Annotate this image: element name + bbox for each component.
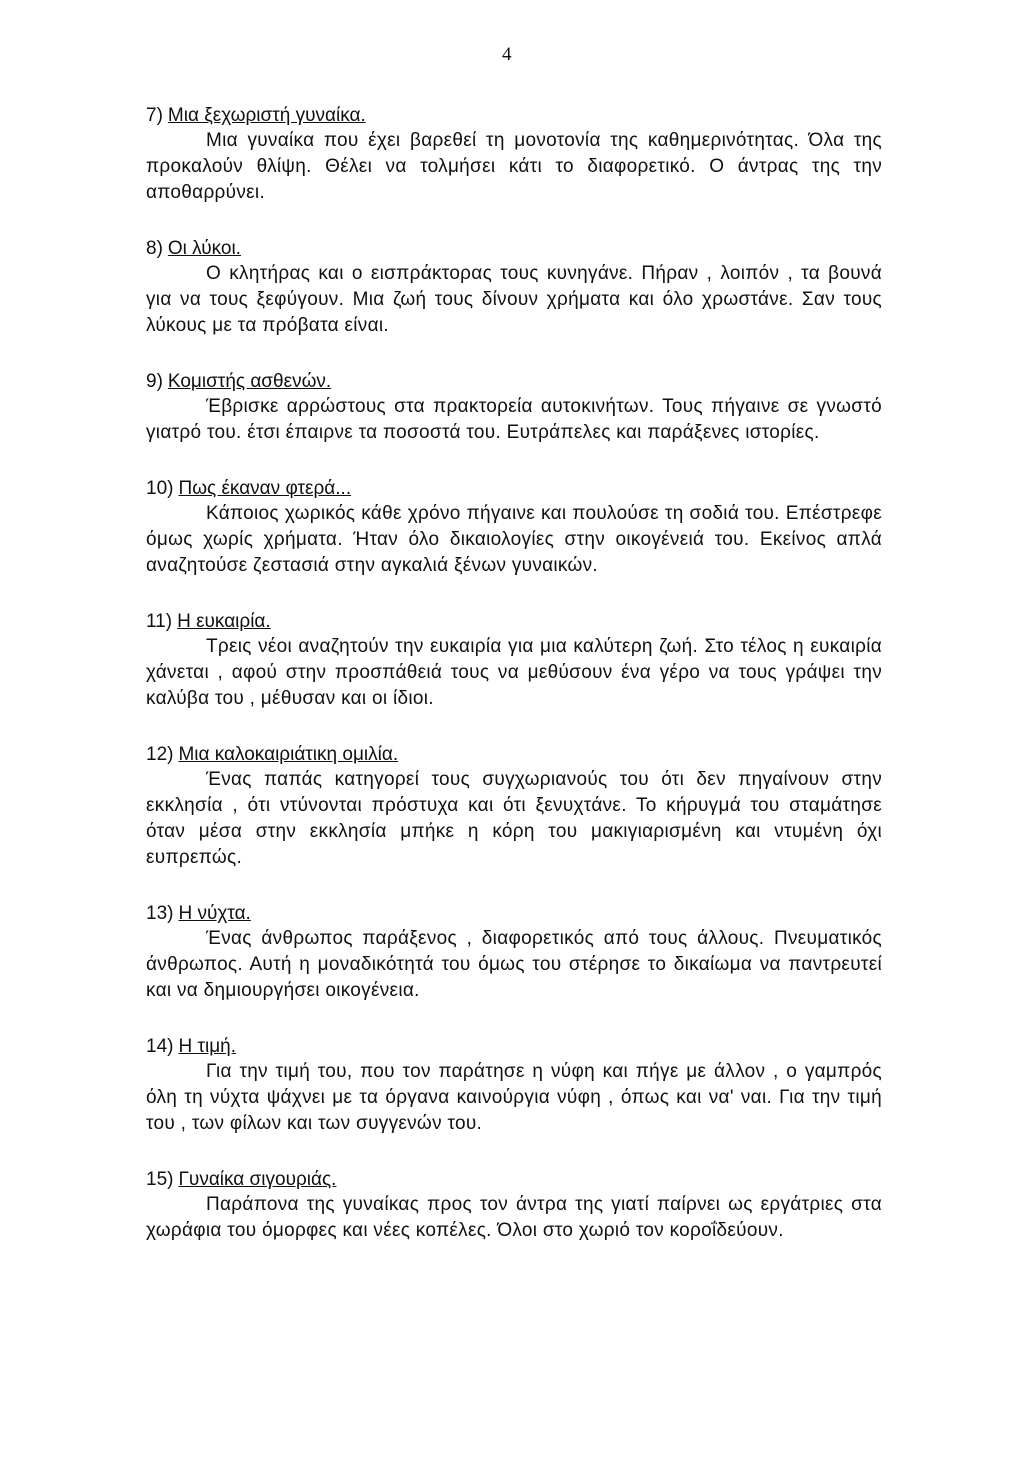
story-title: Η νύχτα. bbox=[178, 903, 251, 924]
story-heading bbox=[0, 901, 1024, 926]
story-section bbox=[0, 1034, 1024, 1137]
story-number: 13) bbox=[146, 903, 174, 924]
story-number: 14) bbox=[146, 1036, 174, 1057]
story-number: 15) bbox=[146, 1169, 174, 1190]
story-number: 7) bbox=[146, 105, 163, 126]
story-number: 9) bbox=[146, 371, 163, 392]
story-title: Μια ξεχωριστή γυναίκα. bbox=[167, 105, 366, 126]
story-heading bbox=[0, 236, 1024, 261]
story-title: Η ευκαιρία. bbox=[177, 611, 271, 632]
story-number: 11) bbox=[146, 611, 173, 632]
story-section bbox=[0, 476, 1024, 579]
story-title: Κομιστής ασθενών. bbox=[167, 371, 332, 392]
story-heading bbox=[0, 1167, 1024, 1192]
story-summary: Για την τιμή του, που τον παράτησε η νύφη και πήγε με άλλον , ο γαμπρός όλη τη νύχτα ψάχνει με τα όργανα καινούργια νύφη , όπως και να' ναι. Για την τιμή του , των φίλων και των συγγενών του. bbox=[146, 1061, 882, 1134]
story-section bbox=[0, 901, 1024, 1004]
story-list bbox=[0, 103, 1024, 1274]
story-summary: Ο κλητήρας και ο εισπράκτορας τους κυνηγάνε. Πήραν , λοιπόν , τα βουνά για να τους ξεφύγουν. Μια ζωή τους δίνουν χρήματα και όλο χρωστάνε. Σαν τους λύκους με τα πρόβατα είναι. bbox=[146, 263, 882, 336]
story-title: Η τιμή. bbox=[178, 1036, 236, 1057]
story-section bbox=[0, 103, 1024, 206]
story-section bbox=[0, 609, 1024, 712]
story-heading bbox=[0, 609, 1024, 634]
story-number: 12) bbox=[146, 744, 174, 765]
story-summary: Έβρισκε αρρώστους στα πρακτορεία αυτοκινήτων. Τους πήγαινε σε γνωστό γιατρό του. έτσι έπαιρνε τα ποσοστά του. Ευτράπελες και παράξενες ιστορίες. bbox=[146, 396, 882, 443]
story-heading bbox=[0, 476, 1024, 501]
story-heading bbox=[0, 1034, 1024, 1059]
story-heading bbox=[0, 742, 1024, 767]
story-section bbox=[0, 1167, 1024, 1244]
story-summary: Παράπονα της γυναίκας προς τον άντρα της γιατί παίρνει ως εργάτριες στα χωράφια του όμορφες και νέες κοπέλες. Όλοι στο χωριό τον κοροΐδεύουν. bbox=[146, 1194, 882, 1241]
story-title: Πως έκαναν φτερά... bbox=[178, 478, 352, 499]
story-title: Οι λύκοι. bbox=[167, 238, 241, 259]
story-summary: Τρεις νέοι αναζητούν την ευκαιρία για μια καλύτερη ζωή. Στο τέλος η ευκαιρία χάνεται , αφού στην προσπάθειά τους να μεθύσουν ένα γέρο να τους γράψει την καλύβα του , μέθυσαν και οι ίδιοι. bbox=[146, 636, 882, 709]
story-number: 8) bbox=[146, 238, 163, 259]
story-section bbox=[0, 369, 1024, 446]
story-heading bbox=[0, 369, 1024, 394]
story-summary: Ένας άνθρωπος παράξενος , διαφορετικός από τους άλλους. Πνευματικός άνθρωπος. Αυτή η μοναδικότητά του όμως του στέρησε το δικαίωμα να παντρευτεί και να δημιουργήσει οικογένεια. bbox=[146, 928, 882, 1001]
story-summary: Μια γυναίκα που έχει βαρεθεί τη μονοτονία της καθημερινότητας. Όλα της προκαλούν θλίψη. Θέλει να τολμήσει κάτι το διαφορετικό. Ο άντρας της την αποθαρρύνει. bbox=[146, 130, 882, 203]
page-number: 4 bbox=[502, 44, 512, 65]
story-section bbox=[0, 742, 1024, 871]
story-section bbox=[0, 236, 1024, 339]
story-title: Γυναίκα σιγουριάς. bbox=[178, 1169, 337, 1190]
story-number: 10) bbox=[146, 478, 174, 499]
story-title: Μια καλοκαιριάτικη ομιλία. bbox=[178, 744, 399, 765]
story-heading bbox=[0, 103, 1024, 128]
story-summary: Κάποιος χωρικός κάθε χρόνο πήγαινε και πουλούσε τη σοδιά του. Επέστρεφε όμως χωρίς χρήματα. Ήταν όλο δικαιολογίες στην οικογένειά του. Εκείνος απλά αναζητούσε ζεστασιά στην αγκαλιά ξένων γυναικών. bbox=[146, 503, 882, 576]
story-summary: Ένας παπάς κατηγορεί τους συγχωριανούς του ότι δεν πηγαίνουν στην εκκλησία , ότι ντύνονται πρόστυχα και ότι ξενυχτάνε. Το κήρυγμά του σταμάτησε όταν μέσα στην εκκλησία μπήκε η κόρη του μακιγιαρισμένη και ντυμένη όχι ευπρεπώς. bbox=[146, 769, 882, 868]
